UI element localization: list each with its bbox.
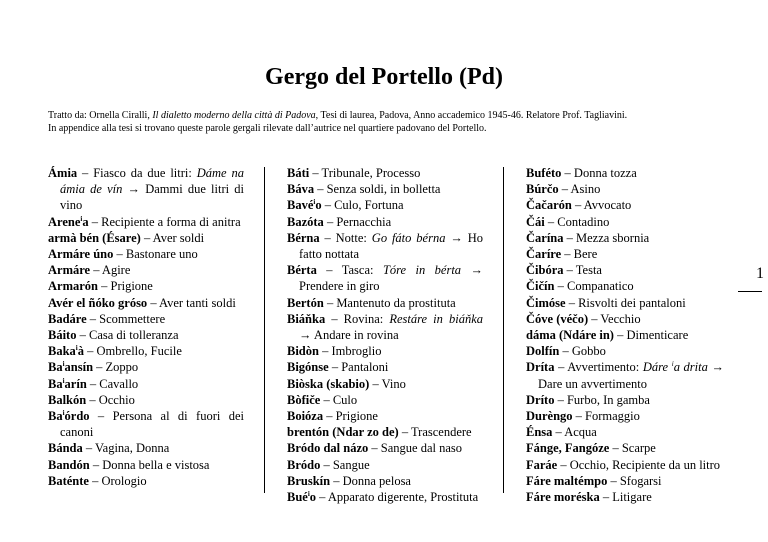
intro-details: , Tesi di laurea, Padova, Anno accademico 1945-46. Relatore Prof. Tagliavini. [315, 110, 628, 121]
entry-headword: Faráe [526, 457, 558, 472]
entry-headword: Balkón [48, 392, 87, 407]
entry-definition: – Prigione [98, 279, 153, 294]
intro-author: Tratto da: Ornella Ciralli, [48, 110, 153, 121]
entry-definition: – Aver tanti soldi [147, 295, 236, 310]
glossary-entry [526, 262, 724, 278]
example-superscript: i [671, 360, 674, 369]
entry-headword: Bánda [48, 441, 83, 456]
entry-definition: – Rovina: [325, 311, 390, 326]
entry-headword: Fánge, Fangóze [526, 441, 610, 456]
entry-translation: → Dammi due litri di vino [60, 182, 244, 213]
glossary-entry [287, 408, 483, 424]
entry-definition: – Vecchio [588, 311, 641, 326]
entry-headword: Baka$^i$à [48, 344, 84, 359]
headword-superscript: i [313, 198, 316, 207]
glossary-entry [48, 473, 244, 489]
glossary-entry [48, 278, 244, 294]
glossary-entry [287, 197, 483, 213]
entry-example: Dáme na ámia de vín [60, 166, 244, 197]
entry-definition: – Tribunale, Processo [309, 166, 421, 180]
column-divider [503, 167, 504, 493]
entry-headword: Arene$^i$a [48, 214, 89, 229]
glossary-entry [287, 376, 483, 392]
entry-headword: Dríta [526, 360, 555, 375]
entry-headword: Fáre maltémpo [526, 473, 608, 488]
entry-definition: – Avvocato [571, 198, 632, 213]
glossary-entry [48, 262, 244, 278]
entry-definition: – Prigione [323, 409, 378, 424]
entry-translation: → Prendere in giro [299, 263, 483, 294]
glossary-entry [526, 197, 724, 213]
entry-definition: – Trascendere [398, 425, 472, 440]
entry-headword: Bavé$^i$o [287, 198, 322, 213]
entry-definition: – Casa di tolleranza [76, 328, 179, 343]
entry-definition: – Companatico [554, 279, 634, 294]
glossary-entry [48, 165, 244, 214]
entry-translation: → Andare in rovina [299, 328, 399, 343]
entry-definition: – Litigare [599, 490, 652, 505]
entry-definition: – Notte: [319, 230, 372, 245]
entry-headword: Biòska (skabio) [287, 376, 370, 391]
entry-definition: – Zoppo [93, 360, 139, 375]
glossary-entry [48, 392, 244, 408]
entry-definition: – Sfogarsi [607, 473, 662, 488]
intro-text [48, 109, 728, 135]
glossary-entry [287, 230, 483, 262]
glossary-entry [287, 359, 483, 375]
entry-headword: Énsa [526, 425, 553, 440]
entry-definition: – Fiasco da due litri: [77, 166, 197, 180]
entry-definition: – Dimenticare [613, 328, 689, 343]
glossary-entry [287, 392, 483, 408]
entry-definition: – Vino [369, 376, 406, 391]
entry-definition: – Persona al di fuori dei canoni [60, 409, 244, 440]
glossary-entry [48, 359, 244, 375]
entry-definition: – Gobbo [559, 344, 606, 359]
entry-headword: Bródo dal názo [287, 441, 369, 456]
entry-headword: Bandón [48, 457, 90, 472]
column-divider [264, 167, 265, 493]
glossary-entry [287, 457, 483, 473]
entry-definition: – Donna pelosa [330, 473, 411, 488]
entry-definition: – Furbo, In gamba [554, 392, 650, 407]
entry-translation: → Dare un avvertimento [538, 360, 724, 391]
headword-superscript: i [307, 490, 310, 499]
entry-headword: Čačarón [526, 198, 572, 213]
entry-headword: Armáre [48, 263, 91, 278]
entry-definition: – Sangue dal naso [368, 441, 462, 456]
glossary-entry [526, 311, 724, 327]
entry-definition: – Culo [320, 392, 358, 407]
entry-translation: → Ho fatto nottata [299, 230, 483, 262]
glossary-entry [526, 214, 724, 230]
entry-headword: Boióza [287, 409, 324, 424]
entry-definition: – Risvolti dei pantaloni [565, 295, 686, 310]
glossary-entry [48, 295, 244, 311]
entry-headword: Bué$^i$o [287, 490, 317, 505]
entry-definition: – Agire [90, 263, 131, 278]
entry-definition: – Acqua [552, 425, 597, 440]
page-number-rule [738, 291, 762, 292]
headword-superscript: i [62, 376, 65, 385]
glossary-entry [526, 359, 724, 391]
entry-definition: – Mezza sbornia [563, 230, 650, 245]
entry-definition: – Scommettere [86, 311, 166, 326]
glossary-entry [287, 214, 483, 230]
glossary-entry [48, 376, 244, 392]
entry-headword: brentón (Ndar zo de) [287, 425, 399, 440]
glossary-entry [526, 424, 724, 440]
entry-definition: – Scarpe [609, 441, 656, 456]
glossary-entry [526, 230, 724, 246]
entry-headword: Ba$^i$órdo [48, 409, 90, 424]
entry-definition: – Testa [563, 263, 602, 278]
entry-headword: Bruskín [287, 473, 331, 488]
entry-headword: Baténte [48, 473, 89, 488]
entry-definition: – Imbroglio [318, 344, 382, 359]
glossary-entry [287, 262, 483, 294]
entry-headword: Fáre moréska [526, 490, 600, 505]
glossary-entry [48, 246, 244, 262]
entry-headword: Buféto [526, 166, 562, 180]
entry-definition: – Recipiente a forma di anitra [88, 214, 241, 229]
entry-definition: – Aver soldi [140, 230, 205, 245]
glossary-entry [526, 392, 724, 408]
entry-headword: Čimóse [526, 295, 566, 310]
entry-headword: Čaríre [526, 247, 562, 262]
glossary-entry [287, 424, 483, 440]
entry-headword: Dolfín [526, 344, 560, 359]
entry-headword: Čóve (véčo) [526, 311, 589, 326]
entry-headword: armà bén (Ésare) [48, 230, 141, 245]
glossary-entry [287, 181, 483, 197]
headword-superscript: i [75, 344, 78, 353]
intro-line-1 [48, 109, 728, 122]
glossary-entry [287, 165, 483, 181]
entry-definition: – Apparato digerente, Prostituta [316, 490, 479, 505]
glossary-column-2 [287, 165, 483, 505]
page-title: Gergo del Portello (Pd) [265, 64, 503, 90]
entry-example: Restáre in biáňka [389, 311, 483, 326]
glossary-entry [526, 440, 724, 456]
glossary-entry [526, 457, 724, 473]
glossary-entry [287, 311, 483, 343]
glossary-entry [526, 165, 724, 181]
entry-definition: – Bastonare uno [113, 247, 198, 262]
glossary-entry [526, 246, 724, 262]
headword-superscript: i [62, 409, 65, 418]
entry-headword: Bérta [287, 263, 317, 278]
entry-definition: – Cavallo [86, 376, 139, 391]
entry-definition: – Pantaloni [328, 360, 389, 375]
glossary-entry [48, 457, 244, 473]
entry-headword: Báti [287, 166, 310, 180]
entry-headword: Durèngo [526, 409, 573, 424]
entry-headword: Báva [287, 182, 315, 197]
entry-definition: – Culo, Fortuna [321, 198, 404, 213]
entry-headword: dáma (Ndáre in) [526, 328, 614, 343]
glossary-entry [48, 343, 244, 359]
glossary-entry [287, 343, 483, 359]
intro-line-2: In appendice alla tesi si trovano queste parole gergali rilevate dall’autrice nel quartiere padovano del Portello. [48, 123, 487, 134]
entry-definition: – Formaggio [572, 409, 640, 424]
entry-example: Dáre $^i$a drita [642, 360, 708, 375]
entry-headword: Bérna [287, 230, 320, 245]
entry-headword: Čarína [526, 230, 564, 245]
entry-definition: – Donna tozza [561, 166, 637, 180]
entry-headword: Bródo [287, 457, 321, 472]
entry-example: Tóre in bérta [382, 263, 462, 278]
glossary-entry [526, 278, 724, 294]
glossary-column-1 [48, 165, 244, 489]
glossary-entry [526, 181, 724, 197]
glossary-entry [526, 408, 724, 424]
glossary-entry [287, 440, 483, 456]
glossary-entry [48, 408, 244, 440]
entry-example: Go fáto bérna [371, 230, 446, 245]
entry-definition: – Avvertimento: [554, 360, 643, 375]
glossary-entry [48, 327, 244, 343]
entry-definition: – Pernacchia [323, 214, 392, 229]
entry-headword: Armarón [48, 279, 98, 294]
entry-headword: Biáňka [287, 311, 326, 326]
entry-headword: Bigónse [287, 360, 329, 375]
glossary-entry [526, 295, 724, 311]
entry-headword: Armáre úno [48, 247, 114, 262]
entry-headword: Bertón [287, 295, 324, 310]
headword-superscript: i [80, 214, 83, 223]
entry-headword: Bazóta [287, 214, 324, 229]
entry-headword: Búrčo [526, 182, 559, 197]
headword-superscript: i [62, 360, 65, 369]
entry-headword: Čibóra [526, 263, 564, 278]
entry-headword: Dríto [526, 392, 555, 407]
glossary-entry [526, 489, 724, 505]
entry-definition: – Senza soldi, in bolletta [314, 182, 441, 197]
glossary-entry [287, 489, 483, 505]
entry-definition: – Contadino [544, 214, 610, 229]
entry-definition: – Sangue [320, 457, 370, 472]
glossary-entry [48, 230, 244, 246]
glossary-entry [48, 214, 244, 230]
entry-headword: Čái [526, 214, 545, 229]
entry-definition: – Vagina, Donna [82, 441, 170, 456]
glossary-entry [287, 295, 483, 311]
intro-work-title: Il dialetto moderno della città di Padova [152, 110, 316, 121]
page-number: 1 [756, 265, 764, 282]
entry-definition: – Ombrello, Fucile [84, 344, 182, 359]
entry-headword: Badáre [48, 311, 87, 326]
entry-definition: – Tasca: [316, 263, 383, 278]
glossary-entry [48, 311, 244, 327]
entry-headword: Báito [48, 328, 77, 343]
glossary-entry [526, 473, 724, 489]
glossary-entry [526, 343, 724, 359]
entry-definition: – Orologio [88, 473, 147, 488]
entry-headword: Bòfiče [287, 392, 321, 407]
entry-headword: Čičín [526, 279, 555, 294]
entry-headword: Ámia [48, 166, 78, 180]
entry-headword: Ba$^i$arín [48, 376, 87, 391]
glossary-entry [526, 327, 724, 343]
entry-definition: – Asino [558, 182, 601, 197]
entry-headword: Ba$^i$ansín [48, 360, 94, 375]
entry-definition: – Occhio, Recipiente da un litro [557, 457, 721, 472]
entry-definition: – Occhio [86, 392, 135, 407]
entry-definition: – Bere [561, 247, 598, 262]
entry-headword: Avér el ñóko gróso [48, 295, 148, 310]
entry-headword: Bidòn [287, 344, 319, 359]
glossary-entry [287, 473, 483, 489]
glossary-entry [48, 440, 244, 456]
glossary-column-3 [526, 165, 724, 505]
entry-definition: – Donna bella e vistosa [89, 457, 210, 472]
entry-definition: – Mantenuto da prostituta [323, 295, 456, 310]
